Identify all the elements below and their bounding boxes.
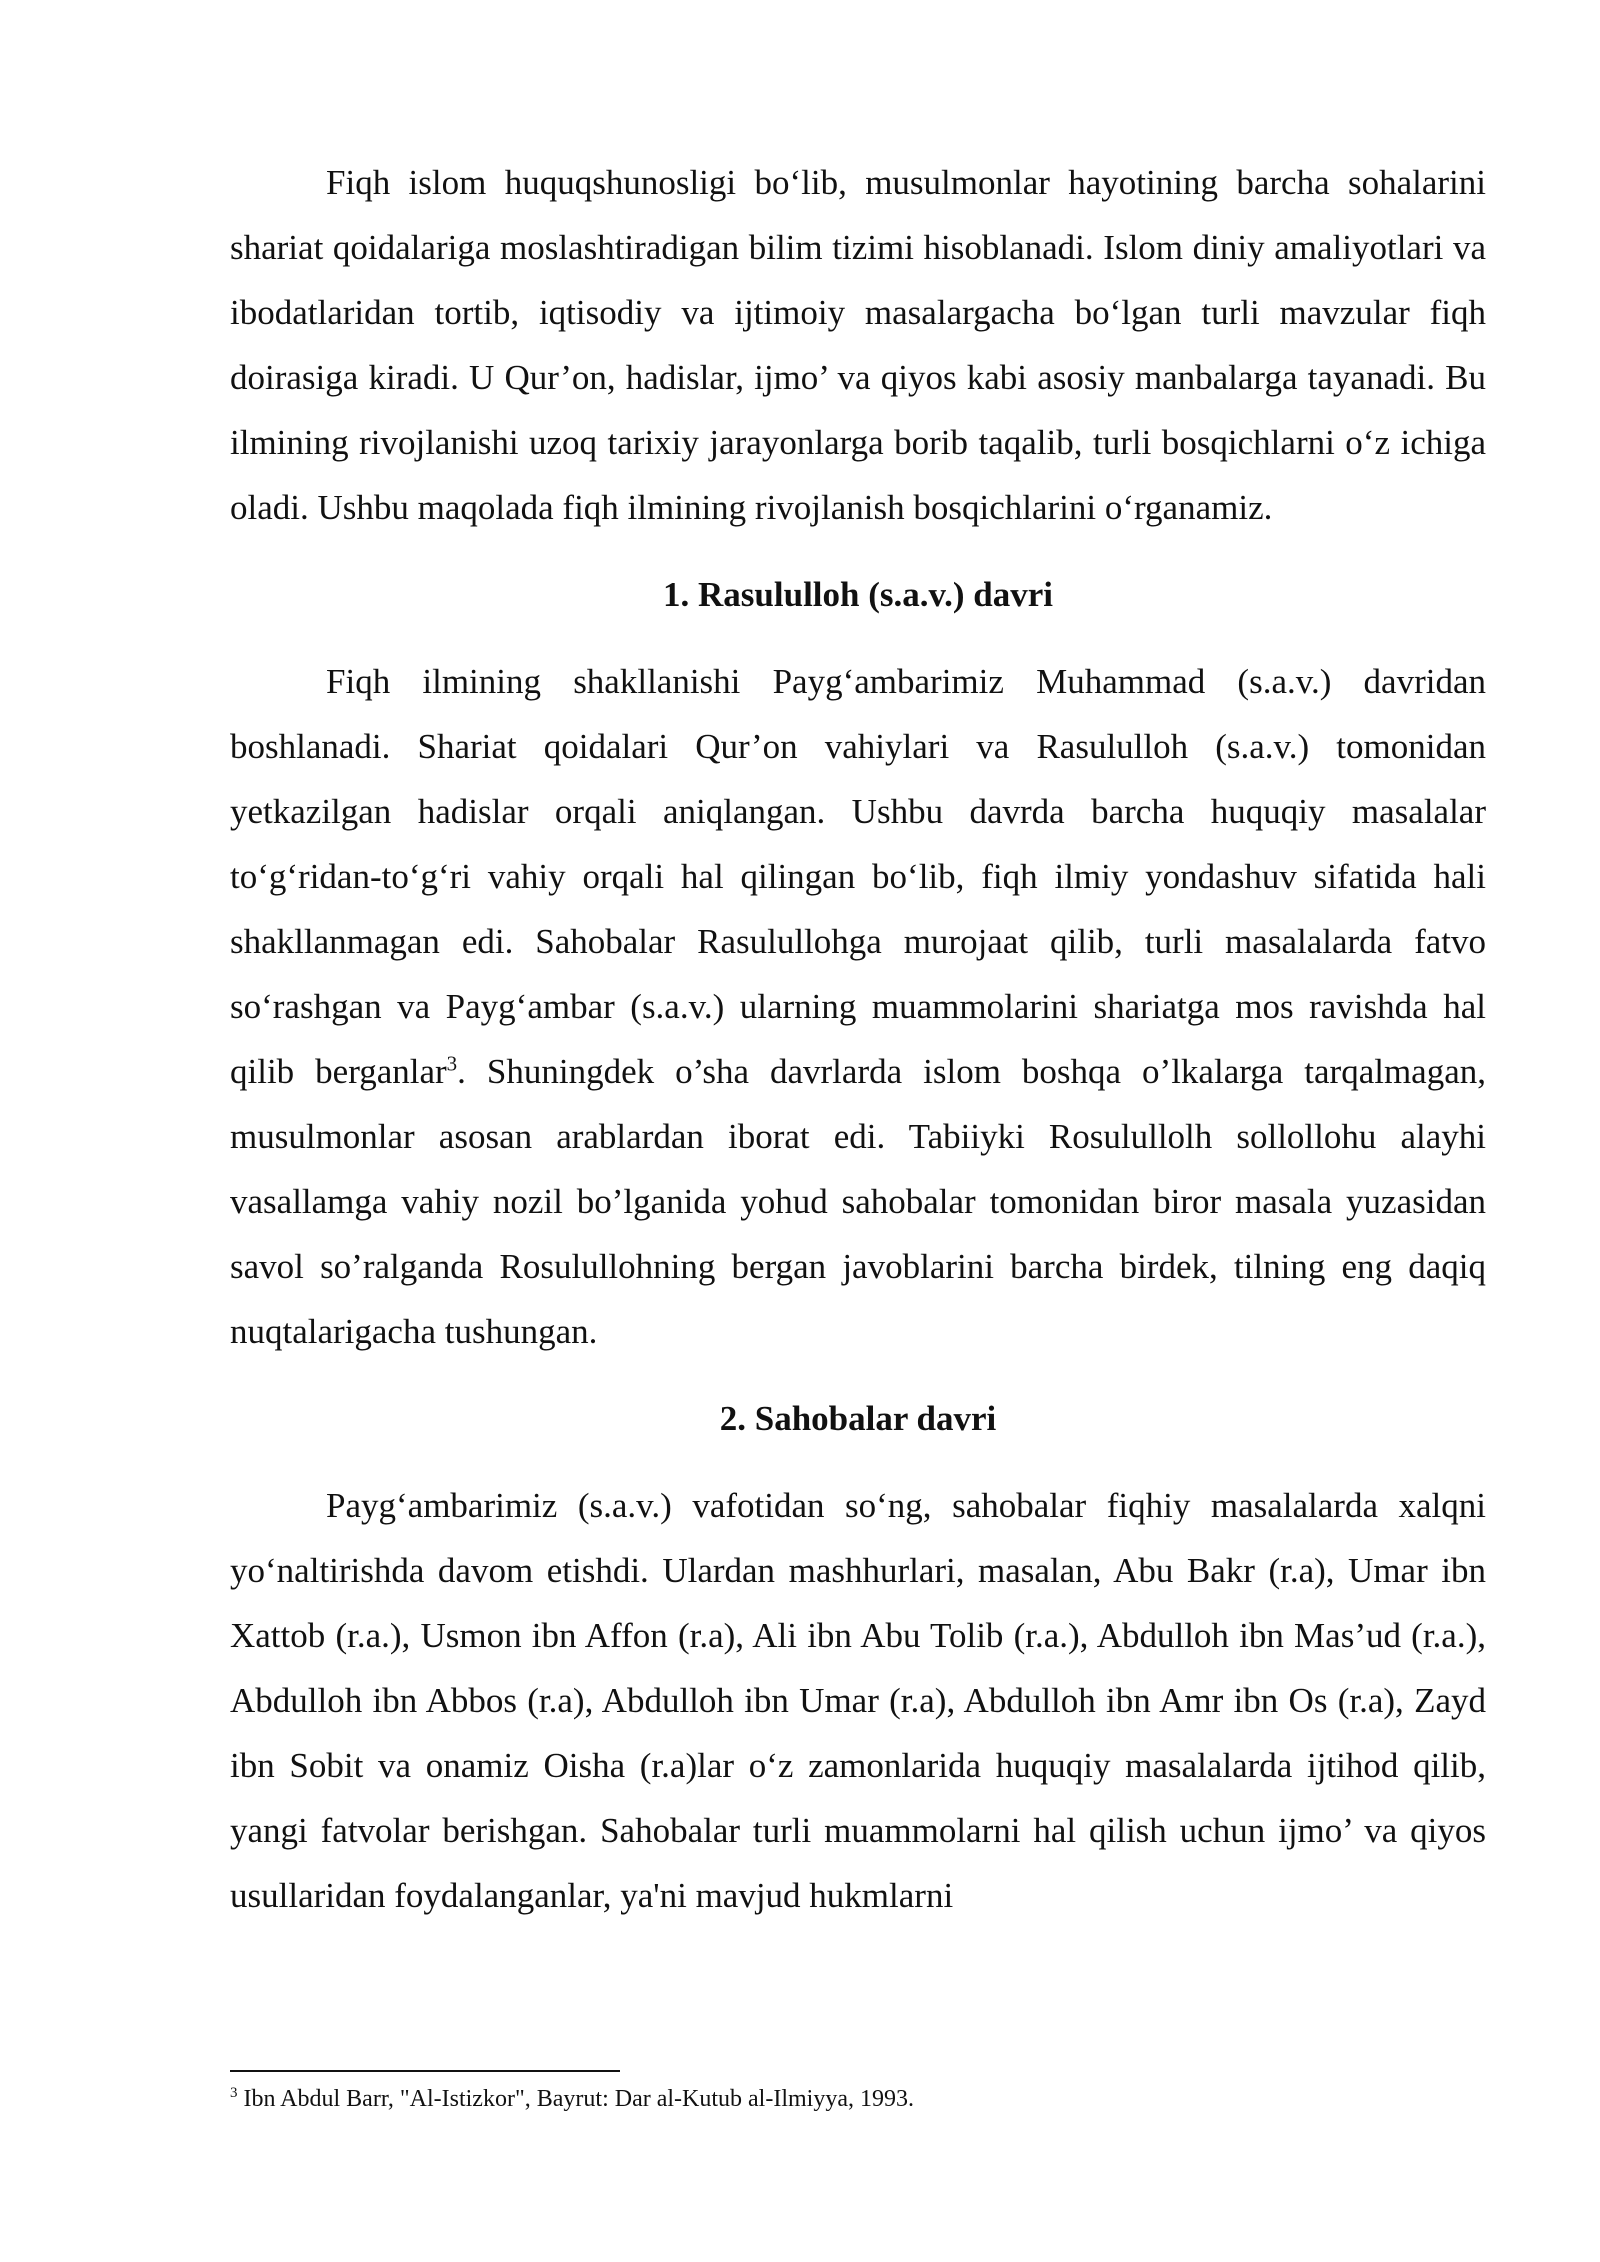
footnote-reference[interactable]: 3 <box>446 1051 458 1076</box>
footnote-separator <box>230 2070 620 2072</box>
page-body <box>230 150 1486 1928</box>
section-1-paragraph <box>230 649 1486 1364</box>
intro-paragraph: Fiqh islom huquqshunosligi bo‘lib, musulmonlar hayotining barcha sohalarini shariat qoidalariga moslashtiradigan bilim tizimi hisoblanadi. Islom diniy amaliyotlari va ibodatlaridan tortib, iqtisodiy va ijtimoiy masalargacha bo‘lgan turli mavzular fiqh doirasiga kiradi. U Qur’on, hadislar, ijmo’ va qiyos kabi asosiy manbalarga tayanadi. Bu ilmining rivojlanishi uzoq tarixiy jarayonlarga borib taqalib, turli bosqichlarni o‘z ichiga oladi. Ushbu maqolada fiqh ilmining rivojlanish bosqichlarini o‘rganamiz. <box>230 163 1486 527</box>
section-1-text-part-2: . Shuningdek o’sha davrlarda islom boshqa o’lkalarga tarqalmagan, musulmonlar asosan arablardan iborat edi. Tabiiyki Rosulullolh sollollohu alayhi vasallamga vahiy nozil bo’lganida yohud sahobalar tomonidan biror masala yuzasidan savol so’ralganda Rosulullohning bergan javoblarini barcha birdek, tilning eng daqiq nuqtalarigacha tushungan. <box>230 1052 1486 1351</box>
footnote-text: Ibn Abdul Barr, "Al-Istizkor", Bayrut: Dar al-Kutub al-Ilmiyya, 1993. <box>237 2086 914 2112</box>
section-1-heading: 1. Rasululloh (s.a.v.) davri <box>663 575 1053 614</box>
footnote-number: 3 <box>230 2085 238 2101</box>
section-1-text-part-1: Fiqh ilmining shakllanishi Payg‘ambarimiz Muhammad (s.a.v.) davridan boshlanadi. Shariat qoidalari Qur’on vahiylari va Rasululloh (s.a.v.) tomonidan yetkazilgan hadislar orqali aniqlangan. Ushbu davrda barcha huquqiy masalalar to‘g‘ridan-to‘g‘ri vahiy orqali hal qilingan bo‘lib, fiqh ilmiy yondashuv sifatida hali shakllanmagan edi. Sahobalar Rasulullohga murojaat qilib, turli masalalarda fatvo so‘rashgan va Payg‘ambar (s.a.v.) ularning muammolarini shariatga mos ravishda hal qilib berganlar <box>230 662 1486 1091</box>
footnote <box>230 2082 1486 2116</box>
section-2-heading: 2. Sahobalar davri <box>719 1399 997 1438</box>
section-2-paragraph: Payg‘ambarimiz (s.a.v.) vafotidan so‘ng, sahobalar fiqhiy masalalarda xalqni yo‘naltirishda davom etishdi. Ulardan mashhurlari, masalan, Abu Bakr (r.a), Umar ibn Xattob (r.a.), Usmon ibn Affon (r.a), Ali ibn Abu Tolib (r.a.), Abdulloh ibn Mas’ud (r.a.), Abdulloh ibn Abbos (r.a), Abdulloh ibn Umar (r.a), Abdulloh ibn Amr ibn Os (r.a), Zayd ibn Sobit va onamiz Oisha (r.a)lar o‘z zamonlarida huquqiy masalalarda ijtihod qilib, yangi fatvolar berishgan. Sahobalar turli muammolarni hal qilish uchun ijmo’ va qiyos usullaridan foydalanganlar, ya'ni mavjud hukmlarni <box>230 1486 1486 1915</box>
